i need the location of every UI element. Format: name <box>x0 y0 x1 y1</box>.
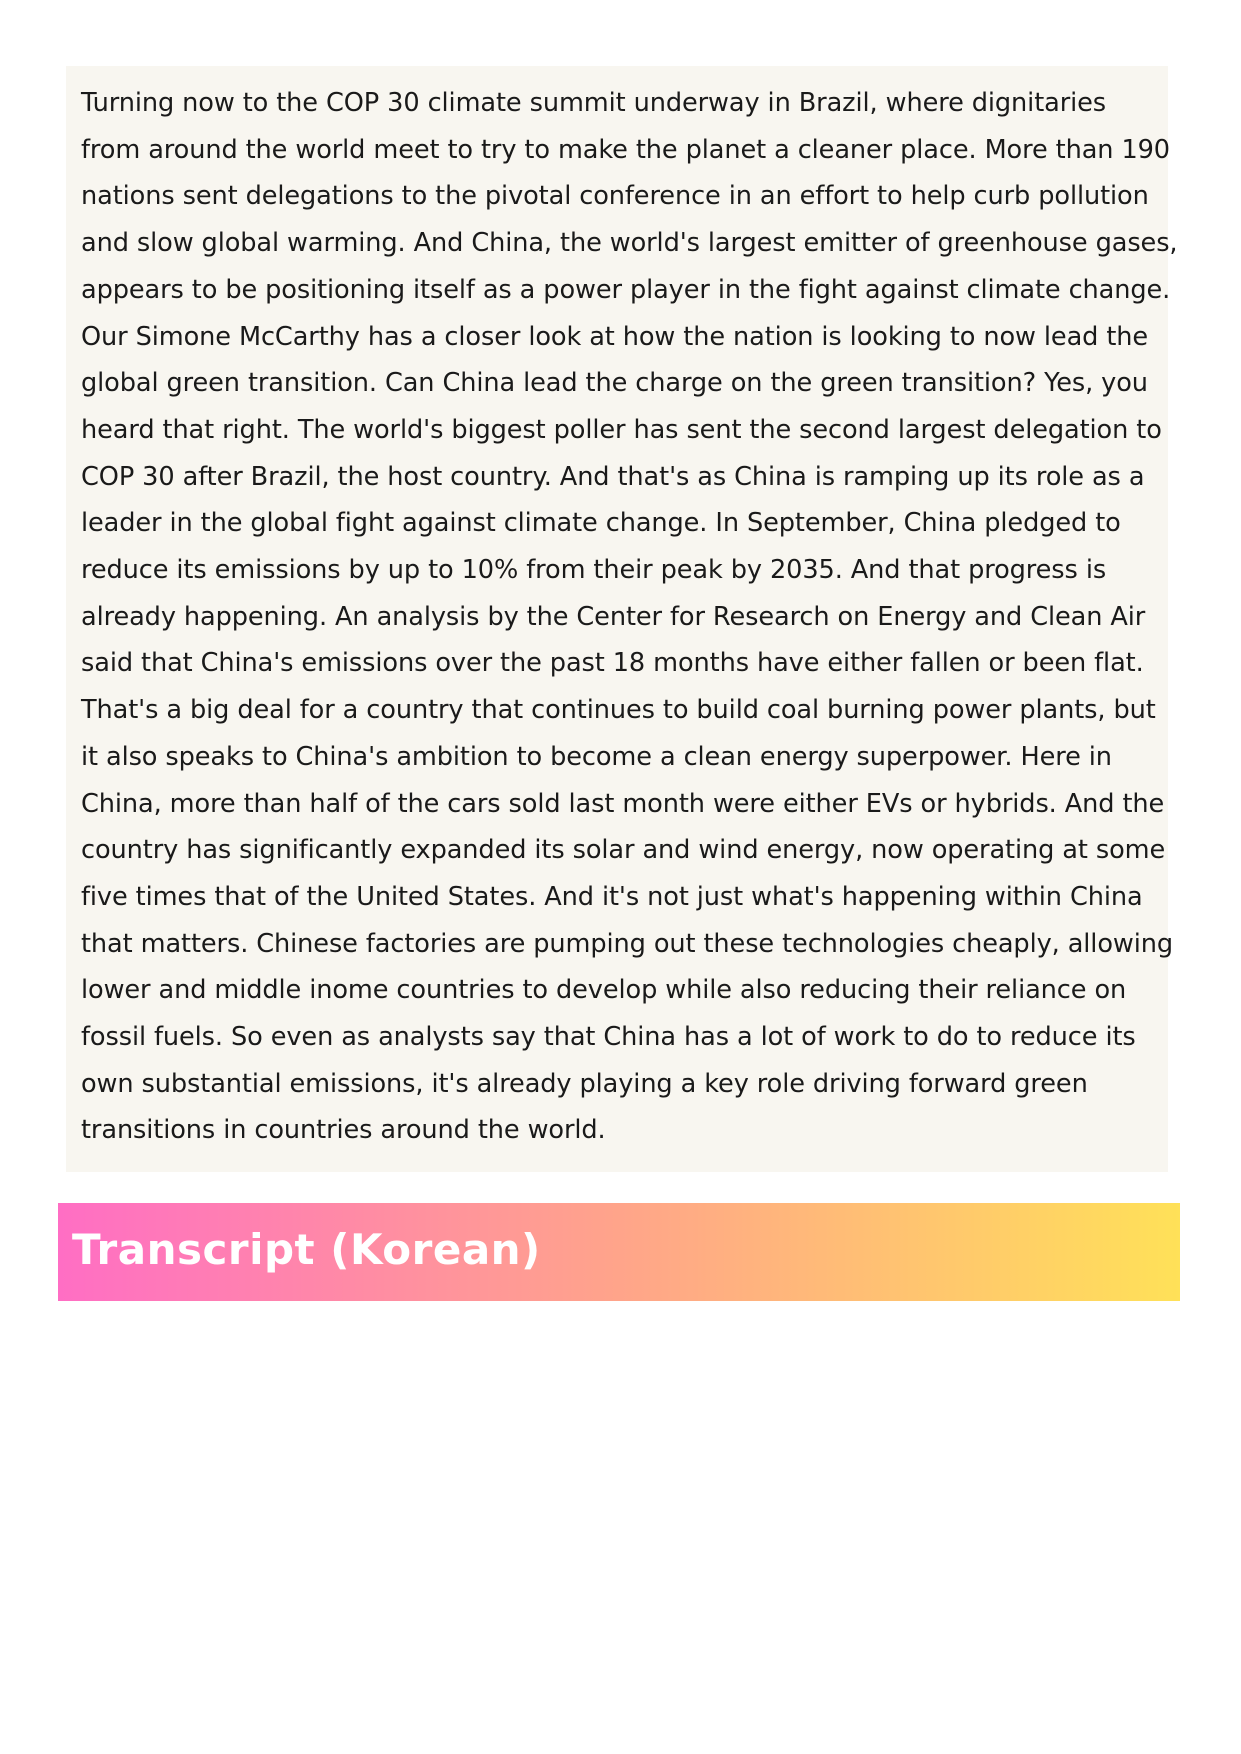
transcript-line: that matters. Chinese factories are pumping out these technologies cheaply, allowing <box>81 928 1173 959</box>
korean-transcript-section-header <box>58 1203 1180 1301</box>
transcript-line: and slow global warming. And China, the world's largest emitter of greenhouse gases, <box>81 228 1178 259</box>
transcript-line: lower and middle inome countries to develop while also reducing their reliance on <box>81 975 1127 1006</box>
transcript-line: nations sent delegations to the pivotal conference in an effort to help curb pollution <box>81 181 1149 212</box>
transcript-line: country has significantly expanded its solar and wind energy, now operating at some <box>81 835 1166 866</box>
transcript-line: reduce its emissions by up to 10% from their peak by 2035. And that progress is <box>81 555 1107 586</box>
transcript-line: said that China's emissions over the past 18 months have either fallen or been flat. <box>81 648 1144 679</box>
transcript-line: fossil fuels. So even as analysts say that China has a lot of work to do to reduce its <box>81 1022 1136 1053</box>
transcript-line: already happening. An analysis by the Center for Research on Energy and Clean Air <box>81 601 1146 632</box>
transcript-line: China, more than half of the cars sold last month were either EVs or hybrids. And the <box>81 788 1165 819</box>
english-transcript-text <box>81 80 1178 1154</box>
transcript-line: global green transition. Can China lead the charge on the green transition? Yes, you <box>81 368 1148 399</box>
transcript-line: leader in the global fight against climate change. In September, China pledged to <box>81 508 1121 539</box>
transcript-line: Turning now to the COP 30 climate summit underway in Brazil, where dignitaries <box>81 88 1107 118</box>
transcript-line: That's a big deal for a country that continues to build coal burning power plants, but <box>81 695 1156 726</box>
transcript-line: it also speaks to China's ambition to become a clean energy superpower. Here in <box>81 741 1112 772</box>
transcript-line: appears to be positioning itself as a power player in the fight against climate change. <box>81 274 1171 305</box>
transcript-line: own substantial emissions, it's already playing a key role driving forward green <box>81 1068 1088 1099</box>
english-transcript-panel <box>66 66 1178 1172</box>
transcript-line: Our Simone McCarthy has a closer look at how the nation is looking to now lead the <box>81 321 1149 352</box>
transcript-line: from around the world meet to try to make the planet a cleaner place. More than 190 <box>81 134 1170 165</box>
transcript-line: transitions in countries around the world. <box>81 1115 606 1146</box>
transcript-line: heard that right. The world's biggest poller has sent the second largest delegation to <box>81 414 1162 445</box>
transcript-line: five times that of the United States. And it's not just what's happening within China <box>81 881 1143 912</box>
section-title: Transcript (Korean) <box>72 1224 541 1274</box>
transcript-line: COP 30 after Brazil, the host country. And that's as China is ramping up its role as a <box>81 461 1145 492</box>
